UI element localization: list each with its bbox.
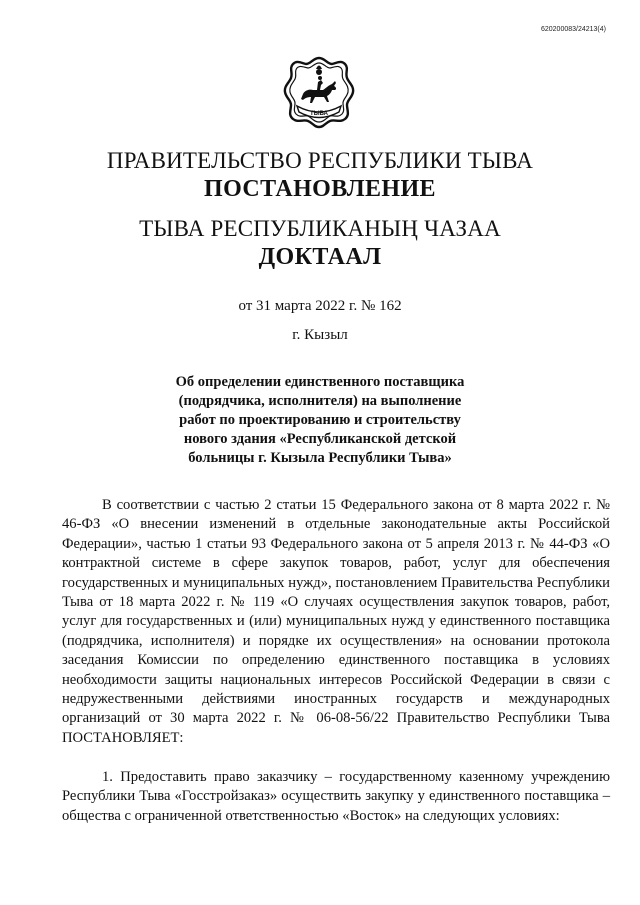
subject-line: больницы г. Кызыла Республики Тыва» — [188, 450, 452, 466]
date-line: от 31 марта 2022 г. № 162 — [238, 298, 402, 314]
document-code: 620200083/24213(4) — [540, 26, 606, 33]
government-title-ru: ПРАВИТЕЛЬСТВО РЕСПУБЛИКИ ТЫВА — [106, 148, 534, 173]
paragraph: 1. Предоставить право заказчику – государственному казенному учреждению Республики Тыва «Госстройзаказ» осуществить закупку у единственного поставщика – общества с ограниченной ответственностью «Восток» на следующих условиях: — [62, 769, 610, 824]
document-subject — [0, 373, 640, 468]
body-paragraph-item-1 — [62, 768, 610, 826]
emblem-text: ТЫВА — [310, 111, 328, 117]
decree-title-ru: ПОСТАНОВЛЕНИЕ — [204, 176, 436, 202]
decree-title-tyv: ДОКТААЛ — [258, 244, 382, 270]
subject-line: работ по проектированию и строительству — [179, 412, 461, 428]
subject-line: (подрядчика, исполнителя) на выполнение — [178, 393, 462, 409]
subject-line: нового здания «Республиканской детской — [183, 431, 457, 447]
city: г. Кызыл — [292, 327, 348, 343]
body-paragraph-preamble — [62, 496, 610, 748]
tyva-coat-of-arms-icon — [279, 52, 359, 132]
subject-line: Об определении единственного поставщика — [175, 374, 465, 390]
paragraph: В соответствии с частью 2 статьи 15 Федерального закона от 8 марта 2022 г. № 46-ФЗ «О внесении изменений в отдельные законодательные акты Российской Федерации», частью 1 статьи 93 Федерального закона от 5 апреля 2013 г. № 44-ФЗ «О контрактной системе в сфере закупок товаров, работ, услуг для обеспечения государственных и муниципальных нужд», постановлением Правительства Республики Тыва от 18 марта 2022 г. № 119 «О случаях осуществления закупок товаров, работ, услуг для государственных и (или) муниципальных нужд у единственного поставщика (подрядчика, исполнителя) и порядке их осуществления» на основании протокола заседания Комиссии по определению единственного поставщика в условиях необходимости защиты национальных интересов Российской Федерации в связи с недружественными действиями иностранных государств и международных организаций от 30 марта 2022 г. № 06-08-56/22 Правительство Республики Тыва ПОСТАНОВЛЯЕТ: — [62, 497, 610, 746]
government-title-tyv: ТЫВА РЕСПУБЛИКАНЫҢ ЧАЗАА — [139, 216, 501, 241]
